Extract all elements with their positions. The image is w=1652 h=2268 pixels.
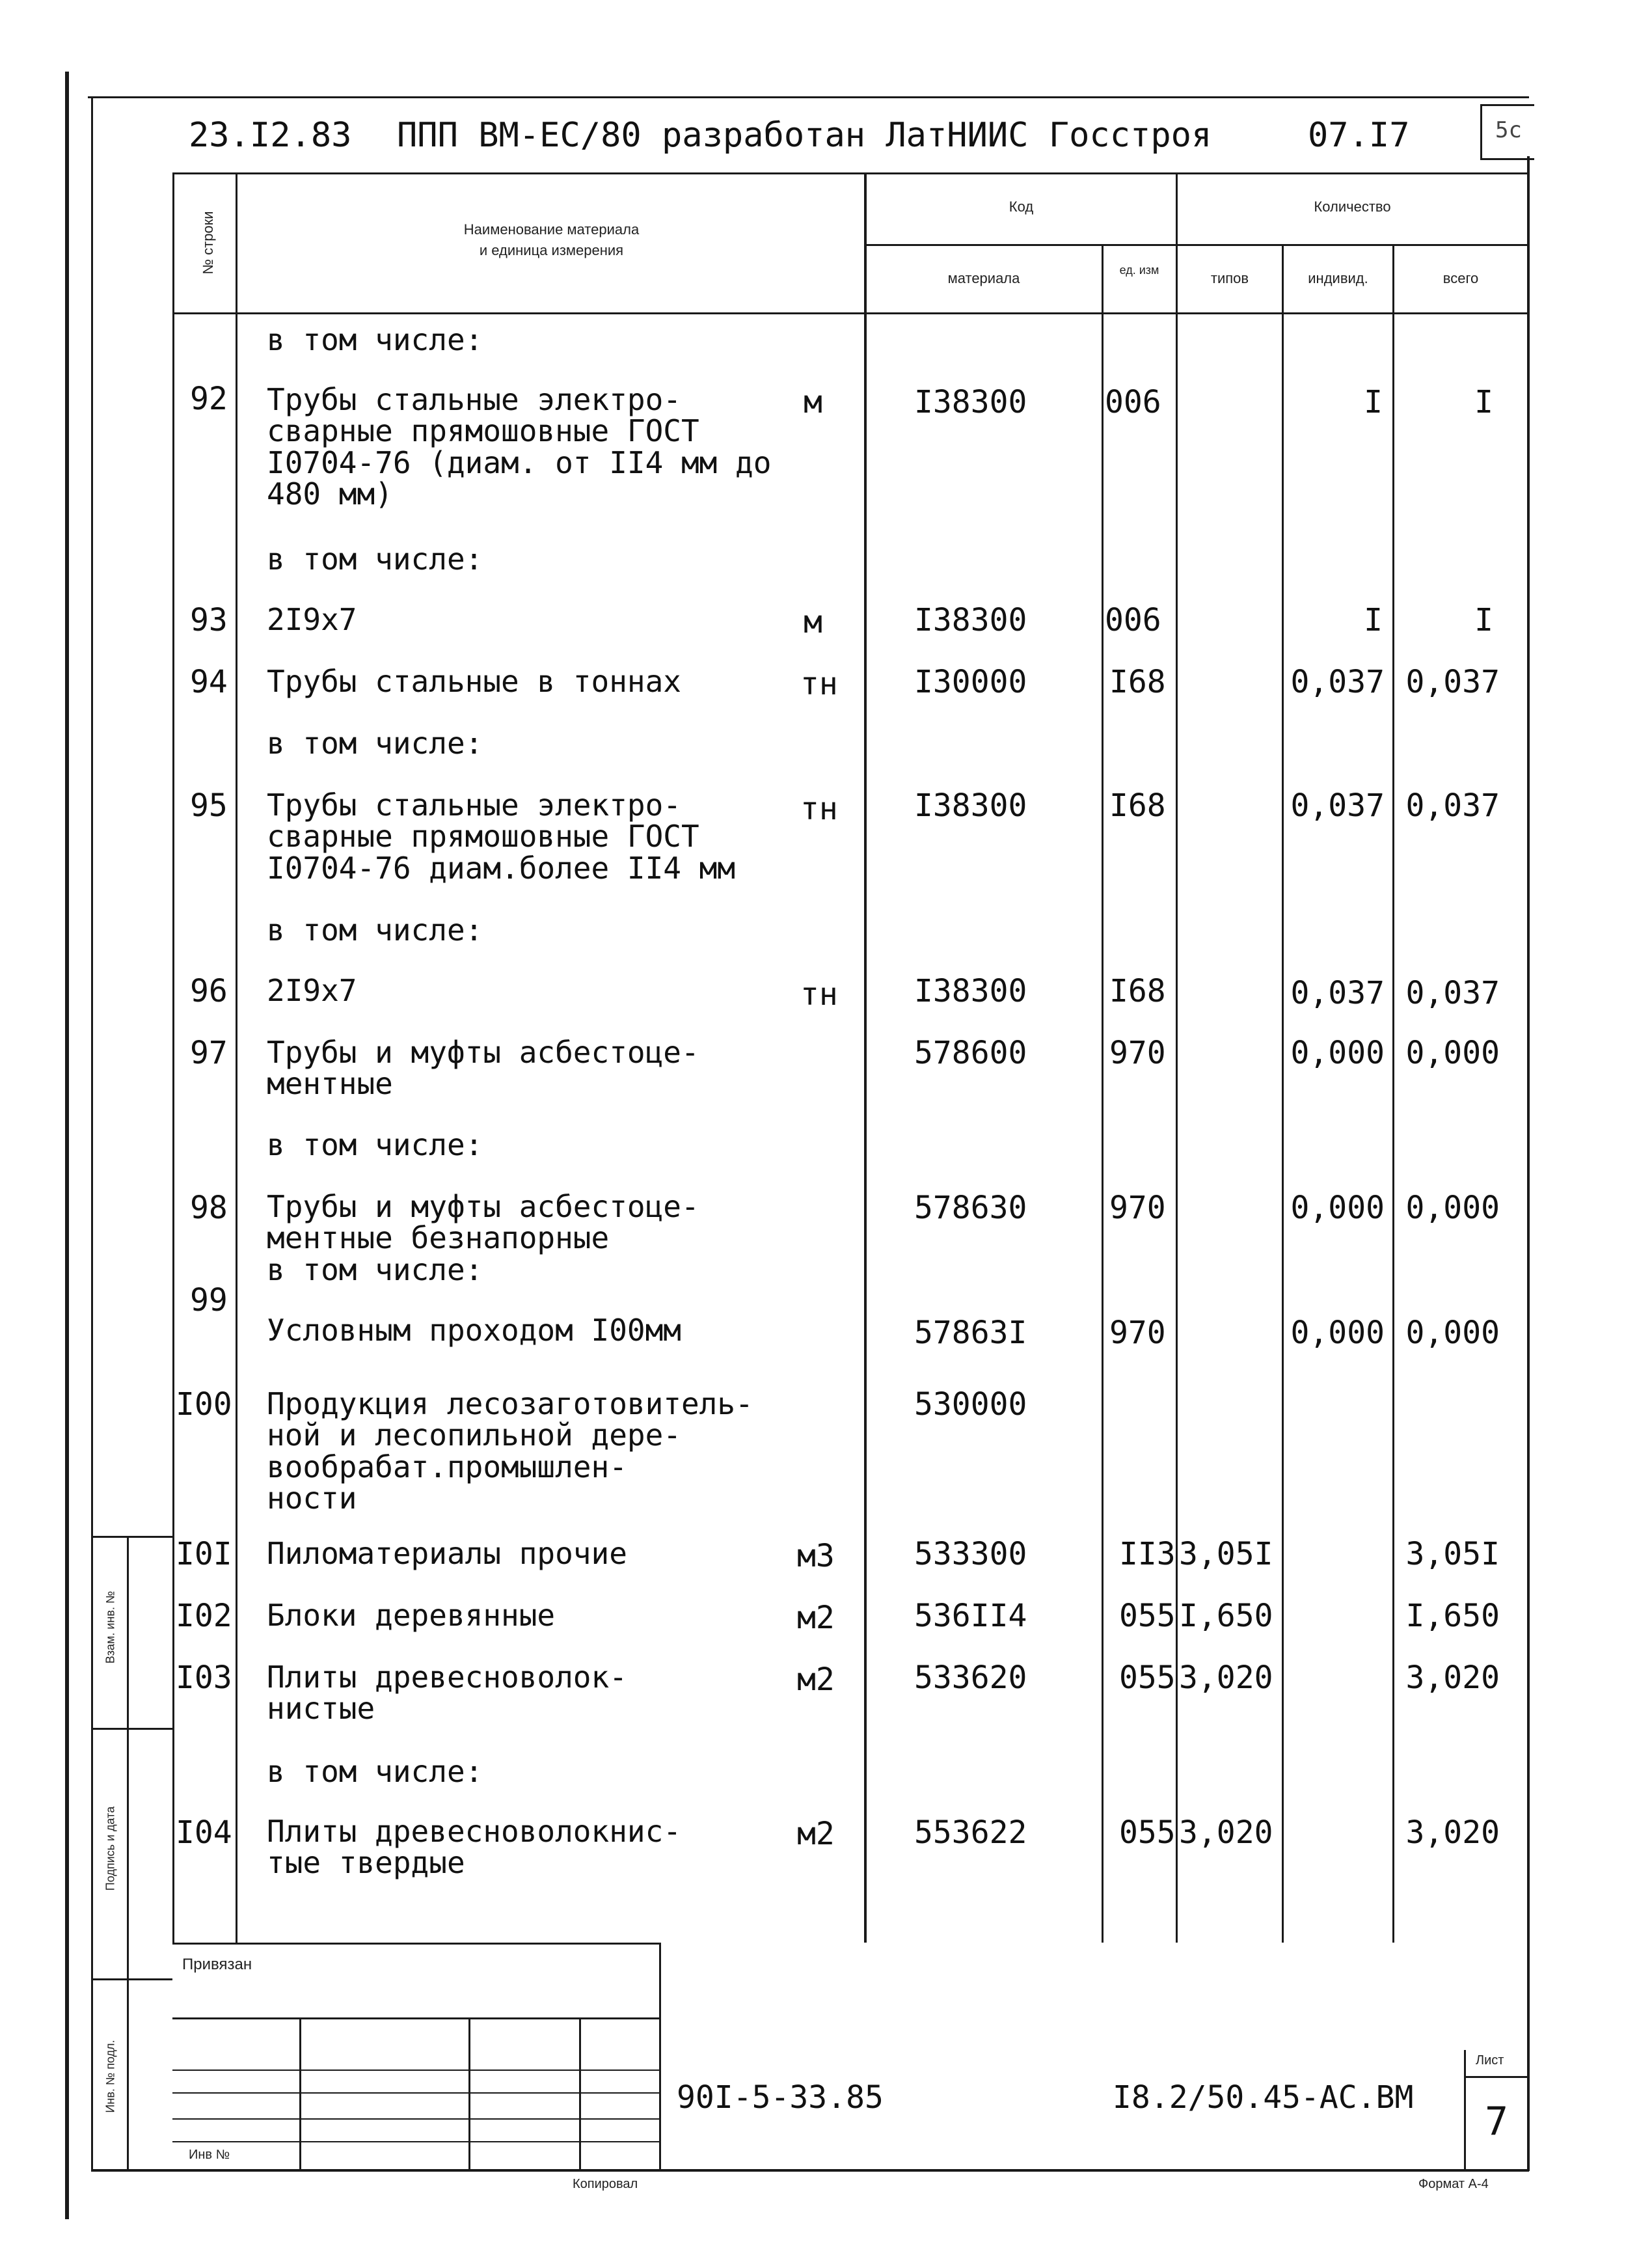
row-num: 94 <box>190 664 228 700</box>
row-unit: тн <box>800 976 838 1013</box>
row-name: Трубы стальные электро- сварные прямошовные ГОСТ I0704-76 диам.более II4 мм <box>267 787 736 886</box>
table-top <box>172 172 1527 174</box>
row-qty-total: I,650 <box>1405 1598 1500 1634</box>
row-unit: м3 <box>797 1538 835 1574</box>
format-label: Формат А-4 <box>1418 2177 1489 2191</box>
row-qty-total: 0,037 <box>1405 787 1500 824</box>
row-name: в том числе: <box>267 1754 483 1789</box>
row-code: I38300 <box>914 787 1027 824</box>
row-qty-total: 0,037 <box>1405 664 1500 700</box>
row-unit-code: II3 <box>1119 1536 1176 1572</box>
row-code: I38300 <box>914 973 1027 1009</box>
row-unit-code: I68 <box>1109 973 1166 1009</box>
sheet-box-left <box>1464 2050 1466 2170</box>
row-num: 92 <box>190 381 228 417</box>
frame-right <box>1527 156 1530 2171</box>
header-bottom <box>172 312 1527 314</box>
tb-v-1 <box>299 2017 301 2170</box>
sheet-box-divider <box>1464 2076 1529 2078</box>
doc-number-1: 90I-5-33.85 <box>677 2079 884 2116</box>
row-num: I00 <box>176 1386 232 1423</box>
corner-mark: 5с <box>1495 117 1522 143</box>
row-code: 578600 <box>914 1035 1027 1071</box>
row-qty-individual: 0,037 <box>1290 975 1385 1011</box>
header-text: ППП ВМ-ЕС/80 разработан ЛатНИИС Госстроя <box>397 116 1212 155</box>
row-unit-code: 055 <box>1119 1660 1176 1696</box>
stamp-original-inv: Инв. № подл. <box>103 2040 117 2113</box>
col-line-name <box>864 172 867 1943</box>
row-num: I02 <box>176 1598 232 1634</box>
col-line-ind <box>1392 244 1394 1943</box>
row-name: в том числе: <box>267 1127 483 1162</box>
stamp-line-1 <box>91 1536 172 1538</box>
row-unit-code: 006 <box>1105 384 1161 420</box>
row-qty-individual: 0,000 <box>1290 1315 1385 1351</box>
row-num: I0I <box>176 1536 232 1572</box>
row-unit: м2 <box>797 1816 835 1852</box>
row-code: 578630 <box>914 1190 1027 1226</box>
row-name: Продукция лесозаготовитель- ной и лесопильной дере- вообрабат.промышлен- ности <box>267 1386 753 1516</box>
inv-label: Инв № <box>189 2148 230 2162</box>
col-line-left <box>172 172 174 1943</box>
left-binding-line <box>65 72 69 2219</box>
row-name: в том числе: <box>267 322 483 357</box>
row-num: 97 <box>190 1035 228 1071</box>
row-code: 536II4 <box>914 1598 1027 1634</box>
tb-line-5 <box>172 2141 660 2142</box>
col-header-rowno: № строки <box>200 211 216 275</box>
row-unit-code: I68 <box>1109 664 1166 700</box>
row-num: 96 <box>190 973 228 1009</box>
row-unit: м <box>804 384 822 420</box>
row-num: I04 <box>176 1814 232 1851</box>
row-name: 2I9x7 <box>267 973 357 1008</box>
row-qty-individual: 0,000 <box>1290 1190 1385 1226</box>
row-num: 95 <box>190 787 228 824</box>
col-header-qty-typical: типов <box>1210 270 1249 286</box>
tb-line-1 <box>172 2017 660 2019</box>
row-name: Плиты древесноволок- нистые <box>267 1660 627 1727</box>
row-qty-individual: 0,000 <box>1290 1035 1385 1071</box>
row-qty-total: I <box>1474 384 1493 420</box>
attached-label: Привязан <box>182 1956 252 1973</box>
col-line-code <box>1102 244 1104 1943</box>
row-qty-total: 3,020 <box>1405 1814 1500 1851</box>
row-qty-total: 0,000 <box>1405 1315 1500 1351</box>
row-unit-code: I68 <box>1109 787 1166 824</box>
sheet-label: Лист <box>1476 2053 1504 2068</box>
row-name: Условным проходом I00мм <box>267 1313 681 1348</box>
row-num: 98 <box>190 1190 228 1226</box>
row-unit: м2 <box>797 1600 835 1636</box>
col-header-qty: Количество <box>1314 198 1391 215</box>
sheet-number: 7 <box>1485 2099 1509 2144</box>
row-unit: м <box>804 604 822 640</box>
header-code: 07.I7 <box>1308 116 1410 155</box>
row-unit-code: 055 <box>1119 1598 1176 1634</box>
frame-top <box>88 96 1529 98</box>
row-qty-typical: 3,020 <box>1179 1660 1273 1696</box>
stamp-divider <box>127 1536 129 2170</box>
row-qty-individual: I <box>1364 384 1383 420</box>
row-qty-total: 0,000 <box>1405 1190 1500 1226</box>
row-unit-code: 006 <box>1105 602 1161 638</box>
row-qty-total: 3,05I <box>1405 1536 1500 1572</box>
row-num: I03 <box>176 1660 232 1696</box>
row-code: 530000 <box>914 1386 1027 1423</box>
row-code: 533300 <box>914 1536 1027 1572</box>
row-name: Трубы стальные в тоннах <box>267 664 681 699</box>
col-line-unit <box>1176 172 1178 1943</box>
row-qty-individual: I <box>1364 602 1383 638</box>
tb-v-2 <box>468 2017 470 2170</box>
frame-left <box>91 96 93 2171</box>
stamp-line-2 <box>91 1728 172 1730</box>
tb-line-2 <box>172 2070 660 2071</box>
row-name: 2I9x7 <box>267 602 357 637</box>
row-code: 57863I <box>914 1315 1027 1351</box>
row-qty-typical: 3,05I <box>1179 1536 1273 1572</box>
titleblock-right <box>659 1943 661 2170</box>
row-name: Трубы стальные электро- сварные прямошовные ГОСТ I0704-76 (диам. от II4 мм до 480 мм) <box>267 382 772 512</box>
row-code: I38300 <box>914 384 1027 420</box>
row-unit: м2 <box>797 1661 835 1698</box>
titleblock-top <box>172 1943 660 1945</box>
tb-line-3 <box>172 2092 660 2094</box>
row-name: в том числе: <box>267 726 483 761</box>
row-name: в том числе: <box>267 912 483 948</box>
col-header-name-1: Наименование материала <box>463 221 640 238</box>
row-qty-individual: 0,037 <box>1290 664 1385 700</box>
col-header-code: Код <box>1009 198 1034 215</box>
row-unit: тн <box>800 666 838 702</box>
row-name: Плиты древесноволокнис- тые твердые <box>267 1814 681 1881</box>
row-num: 99 <box>190 1282 228 1318</box>
col-header-code-material: материала <box>947 270 1020 286</box>
row-unit-code: 970 <box>1109 1190 1166 1226</box>
row-qty-typical: 3,020 <box>1179 1814 1273 1851</box>
col-header-qty-individual: индивид. <box>1308 270 1368 286</box>
row-name: Трубы и муфты асбестоце- ментные безнапорные в том числе: <box>267 1189 699 1287</box>
col-header-code-unit: ед. изм <box>1119 264 1159 277</box>
stamp-line-3 <box>91 1978 172 1980</box>
row-name: Трубы и муфты асбестоце- ментные <box>267 1035 699 1102</box>
col-header-qty-total: всего <box>1442 270 1479 286</box>
row-unit-code: 970 <box>1109 1315 1166 1351</box>
col-line-num <box>236 172 237 1943</box>
row-name: Блоки деревянные <box>267 1598 556 1633</box>
row-qty-total: I <box>1474 602 1493 638</box>
frame-bottom <box>91 2169 1529 2172</box>
row-qty-total: 0,037 <box>1405 975 1500 1011</box>
row-code: I38300 <box>914 602 1027 638</box>
stamp-replacement: Взам. инв. № <box>103 1591 117 1664</box>
row-unit-code: 055 <box>1119 1814 1176 1851</box>
copied-label: Копировал <box>573 2177 638 2191</box>
row-qty-total: 3,020 <box>1405 1660 1500 1696</box>
header-date: 23.I2.83 <box>189 116 352 155</box>
row-unit: тн <box>800 791 838 827</box>
row-num: 93 <box>190 602 228 638</box>
header-subdivider <box>865 244 1527 246</box>
row-unit-code: 970 <box>1109 1035 1166 1071</box>
col-line-typ <box>1282 244 1284 1943</box>
row-code: I30000 <box>914 664 1027 700</box>
row-name: в том числе: <box>267 541 483 577</box>
row-code: 553622 <box>914 1814 1027 1851</box>
row-code: 533620 <box>914 1660 1027 1696</box>
row-name: Пиломатериалы прочие <box>267 1536 627 1571</box>
col-header-name-2: и единица измерения <box>479 242 624 258</box>
stamp-signature: Подпись и дата <box>103 1806 117 1891</box>
row-qty-individual: 0,037 <box>1290 787 1385 824</box>
tb-line-4 <box>172 2118 660 2120</box>
doc-number-2: I8.2/50.45-АС.ВМ <box>1113 2079 1414 2116</box>
row-qty-total: 0,000 <box>1405 1035 1500 1071</box>
row-qty-typical: I,650 <box>1179 1598 1273 1634</box>
tb-v-3 <box>579 2017 581 2170</box>
